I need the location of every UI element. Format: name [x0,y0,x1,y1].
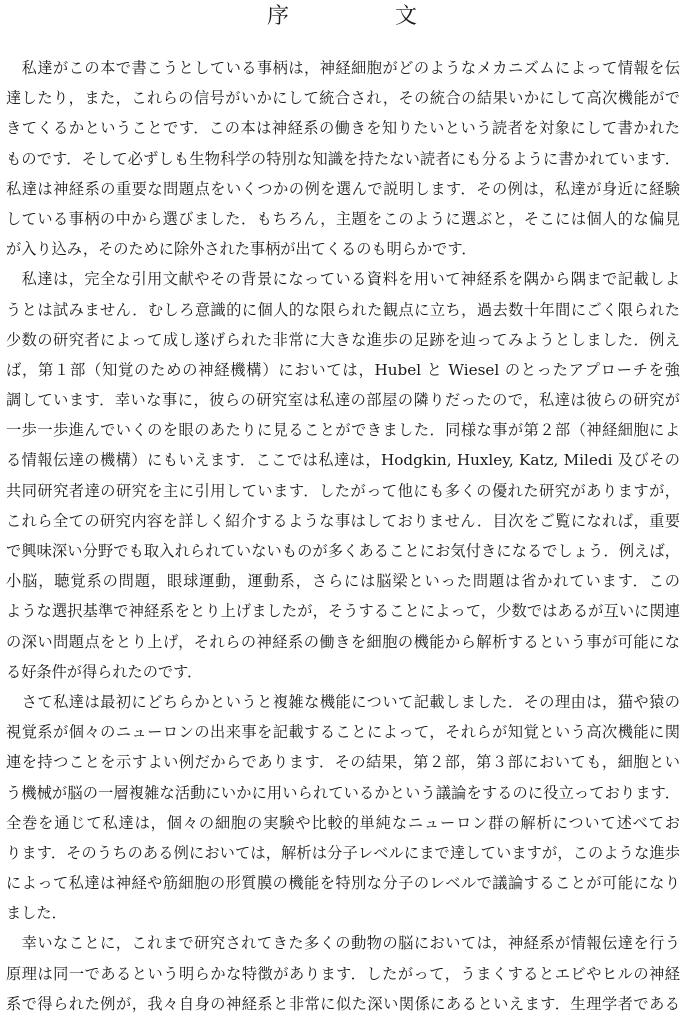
text-line: 調しています．幸いな事に，彼らの研究室は私達の部屋の隣りだったので，私達は彼らの研究が [6,391,680,410]
text-line: ような選択基準で神経系をとり上げましたが，そうすることによって，少数ではあるが互いに関連 [6,602,680,621]
text-line: ります．そのうちのある例においては，解析は分子レベルにまで達していますが，このような進歩 [6,843,680,862]
text-line: 幸いなことに，これまで研究されてきた多くの動物の脳においては，神経系が情報伝達を行う [6,934,680,953]
text-line: で興味深い分野でも取入れられていないものが多くあることにお気付きになるでしょう．例えば， [6,542,680,560]
text-line: の深い問題点をとり上げ，それらの神経系の働きを細胞の機能から解析するという事が可能にな [6,632,680,651]
text-line: きてくるかということです．この本は神経系の働きを知りたいという読者を対象にして書かれた [6,119,680,138]
text-line: ば，第１部（知覚のための神経機構）においては，Hubel と Wiesel のとったアプローチを強 [6,360,680,379]
paragraph-2 [6,264,680,687]
text-line: 私達は，完全な引用文献やその背景になっている資料を用いて神経系を隅から隅まで記載しよ [6,270,680,289]
paragraph-3 [6,687,680,929]
body-text [6,53,680,1019]
text-line: 私達は神経系の重要な問題点をいくつかの例を選んで説明します．その例は，私達が身近に経験 [6,179,680,198]
text-line: 達したり，また，これらの信号がいかにして統合され，その統合の結果いかにして高次機能がで [6,89,680,108]
text-line: 少数の研究者によって成し遂げられた非常に大きな進歩の足跡を辿ってみようとしました．例え [6,330,680,349]
text-line: 私達がこの本で書こうとしている事柄は，神経細胞がどのようなメカニズムによって情報を伝 [6,59,680,77]
page-title: 序 文 [266,4,459,29]
text-line: これら全ての研究内容を詳しく紹介するような事はしておりません．目次をご覧になれば，重要 [6,511,680,530]
text-line: 小脳，聴覚系の問題，眼球運動，運動系，さらには脳梁といった問題は省かれています．この [6,572,680,591]
text-line: 共同研究者達の研究を主に引用しています．したがって他にも多くの優れた研究がありますが， [6,481,680,500]
text-line: る情報伝達の機構）にもいえます．ここでは私達は，Hodgkin, Huxley, Katz, Miledi 及びその [6,451,680,470]
text-line: うとは試みません．むしろ意識的に個人的な限られた観点に立ち，過去数十年間にごく限られた [6,300,680,319]
text-line: 全巻を通じて私達は，個々の細胞の実験や比較的単純なニューロン群の解析について述べてお [6,813,680,832]
paragraph-4 [6,928,680,1019]
text-line: さて私達は最初にどちらかというと複雑な機能について記載しました．その理由は，猫や猿の [6,692,680,711]
paragraph-1 [6,53,680,264]
text-line: が入り込み，そのために除外された事柄が出てくるのも明らかです． [6,240,477,259]
text-line: 一歩一歩進んでいくのを眼のあたりに見ることができました．同様な事が第２部（神経細胞によ [6,421,680,440]
text-line: る好条件が得られたのです． [6,662,203,681]
text-line: ものです．そして必ずしも生物科学の特別な知識を持たない読者にも分るように書かれています． [6,149,680,168]
text-line: 視覚系が個々のニューロンの出来事を記載することによって，それらが知覚という高次機能に関 [6,723,680,742]
text-line: している事柄の中から選びました．もちろん，主題をこのように選ぶと，そこには個人的な偏見 [6,209,680,228]
text-line: ました． [6,904,67,923]
text-line: によって私達は神経や筋細胞の形質膜の機能を特別な分子のレベルで議論することが可能になり [6,874,681,893]
text-line: 原理は同一であるという明らかな特徴があります．したがって，うまくするとエビやヒルの神経 [6,964,680,983]
text-line: う機械が脳の一層複雑な活動にいかに用いられているかという議論をするのに役立っております． [6,783,680,802]
text-line: 系で得られた例が，我々自身の神経系と非常に似た深い関係にあるといえます．生理学者である [6,994,680,1013]
text-line: 連を持つことを示すよい例だからであります．その結果，第２部，第３部においても，細胞とい [6,753,680,772]
